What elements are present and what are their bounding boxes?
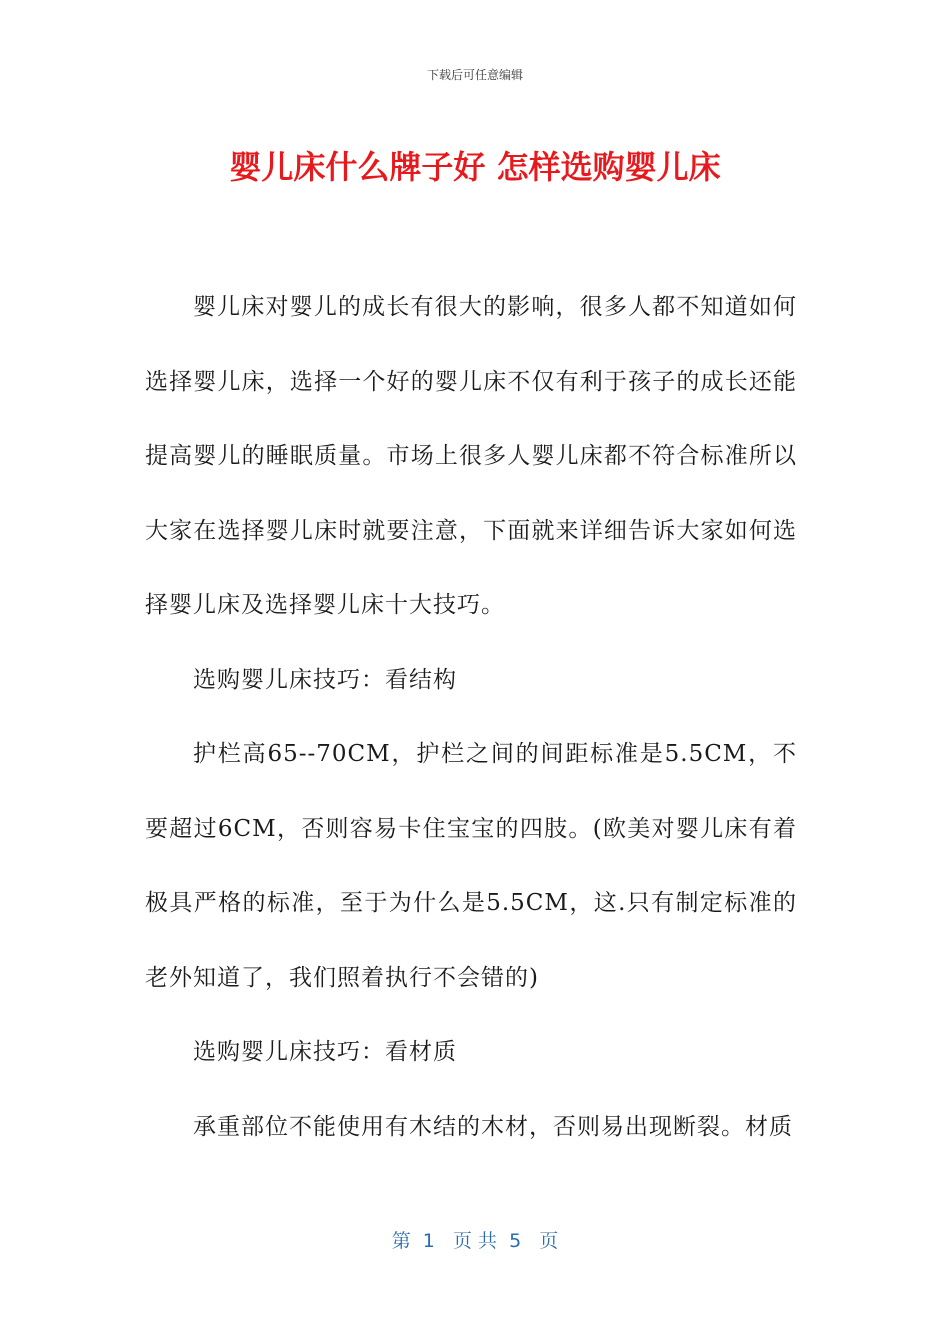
- paragraph-structure: 护栏高65--70CM，护栏之间的间距标准是5.5CM，不要超过6CM，否则容易卡住宝宝的四肢。(欧美对婴儿床有着极具严格的标准，至于为什么是5.5CM，这.只有制定标准的老外知道了，我们照着执行不会错的): [145, 741, 797, 991]
- page-number-footer: 第 1 页 共 5 页: [391, 1230, 559, 1252]
- header-note: 下载后可任意编辑: [426, 68, 523, 82]
- section-heading-material: 选购婴儿床技巧：看材质: [193, 1039, 457, 1065]
- document-body: [145, 270, 797, 1164]
- document-title: 婴儿床什么牌子好 怎样选购婴儿床: [229, 148, 721, 186]
- paragraph-intro: 婴儿床对婴儿的成长有很大的影响，很多人都不知道如何选择婴儿床，选择一个好的婴儿床不仅有利于孩子的成长还能提高婴儿的睡眠质量。市场上很多人婴儿床都不符合标准所以大家在选择婴儿床时就要注意，下面就来详细告诉大家如何选择婴儿床及选择婴儿床十大技巧。: [145, 294, 797, 618]
- paragraph-material: 承重部位不能使用有木结的木材，否则易出现断裂。材质: [193, 1113, 793, 1140]
- section-heading-structure: 选购婴儿床技巧：看结构: [193, 666, 457, 693]
